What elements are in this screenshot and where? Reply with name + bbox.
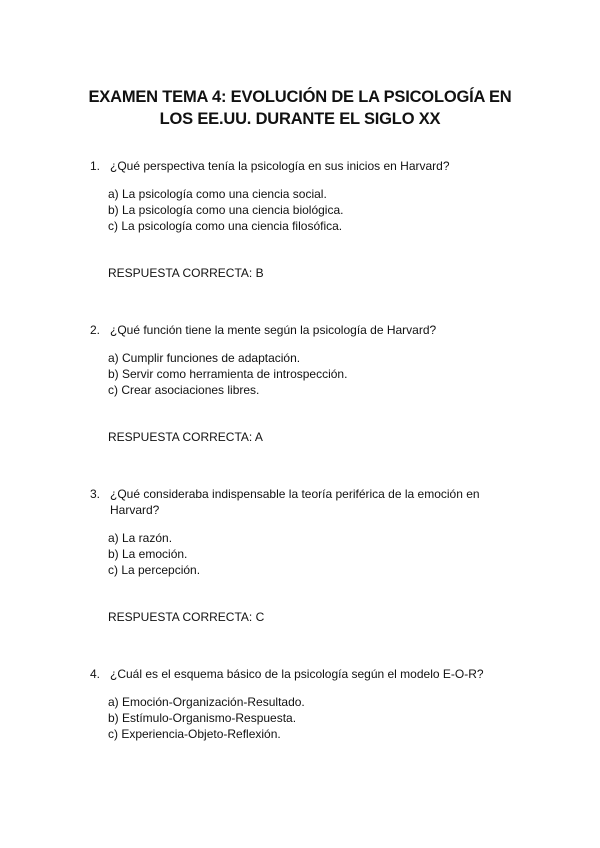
correct-answer-2: RESPUESTA CORRECTA: A <box>108 430 263 444</box>
question-number: 2. <box>90 323 101 337</box>
question-text: ¿Qué consideraba indispensable la teoría periférica de la emoción en Harvard? <box>110 487 480 517</box>
option-c: c) La percepción. <box>108 563 201 577</box>
option-list <box>108 186 510 234</box>
option-list <box>108 350 510 398</box>
question-1 <box>90 158 510 234</box>
question-text: ¿Qué perspectiva tenía la psicología en sus inicios en Harvard? <box>110 159 450 173</box>
option-b: b) Estímulo-Organismo-Respuesta. <box>108 711 297 725</box>
question-text: ¿Cuál es el esquema básico de la psicología según el modelo E-O-R? <box>110 667 484 681</box>
option-list <box>108 694 510 742</box>
question-3 <box>90 486 510 578</box>
question-number: 3. <box>90 487 101 501</box>
option-a: a) Emoción-Organización-Resultado. <box>108 695 305 709</box>
exam-title-line-2: LOS EE.UU. DURANTE EL SIGLO XX <box>159 110 441 128</box>
question-2 <box>90 322 510 398</box>
option-c: c) Crear asociaciones libres. <box>108 383 260 397</box>
option-a: a) La razón. <box>108 531 173 545</box>
question-number: 1. <box>90 159 101 173</box>
question-number: 4. <box>90 667 101 681</box>
question-text: ¿Qué función tiene la mente según la psicología de Harvard? <box>110 323 437 337</box>
correct-answer-1: RESPUESTA CORRECTA: B <box>108 266 264 280</box>
question-4 <box>90 666 510 742</box>
option-a: a) La psicología como una ciencia social. <box>108 187 327 201</box>
option-a: a) Cumplir funciones de adaptación. <box>108 351 301 365</box>
option-list <box>108 530 510 578</box>
option-b: b) Servir como herramienta de introspección. <box>108 367 348 381</box>
option-b: b) La psicología como una ciencia biológica. <box>108 203 344 217</box>
option-b: b) La emoción. <box>108 547 188 561</box>
option-c: c) La psicología como una ciencia filosófica. <box>108 219 343 233</box>
exam-title-line-1: EXAMEN TEMA 4: EVOLUCIÓN DE LA PSICOLOGÍA EN <box>88 88 512 106</box>
option-c: c) Experiencia-Objeto-Reflexión. <box>108 727 281 741</box>
correct-answer-3: RESPUESTA CORRECTA: C <box>108 610 265 624</box>
exam-title <box>60 86 540 130</box>
